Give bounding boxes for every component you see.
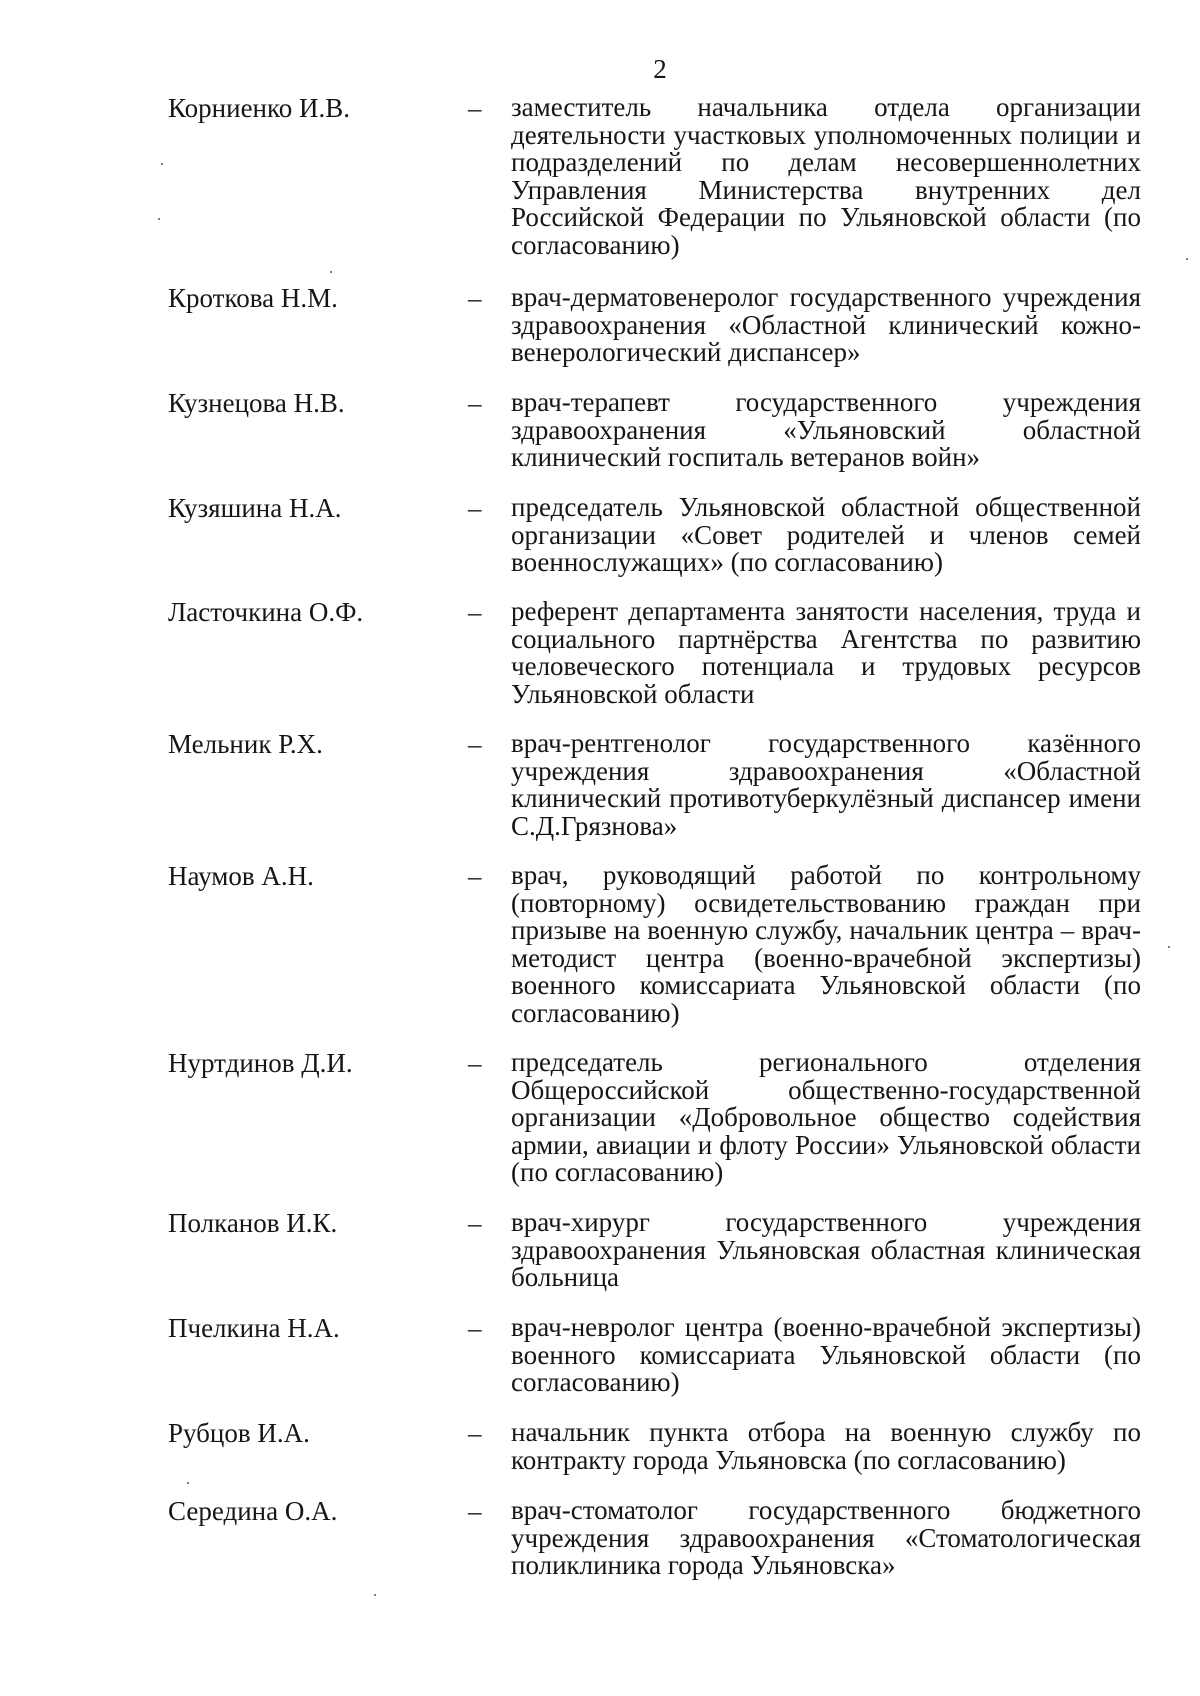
dash-separator: – xyxy=(468,283,482,313)
scan-speck xyxy=(161,163,163,165)
dash-separator: – xyxy=(468,1313,482,1343)
member-name: Корниенко И.В. xyxy=(168,93,350,123)
member-description: врач-невролог центра (военно-врачебной экспертизы) военного комиссариата Ульяновской области (по согласованию) xyxy=(511,1312,1141,1398)
scan-speck xyxy=(187,1482,189,1484)
member-name: Кузяшина Н.А. xyxy=(168,493,342,523)
dash-separator: – xyxy=(468,729,482,759)
dash-separator: – xyxy=(468,493,482,523)
dash-separator: – xyxy=(468,1208,482,1238)
member-description: заместитель начальника отдела организации деятельности участковых уполномоченных полиции и подразделений по делам несовершеннолетних Управления Министерства внутренних дел Российской Федерации по Ульяновской области (по согласованию) xyxy=(511,92,1141,260)
scan-speck xyxy=(330,271,332,273)
dash-separator: – xyxy=(468,1496,482,1526)
dash-separator: – xyxy=(468,1418,482,1448)
dash-separator: – xyxy=(468,388,482,418)
member-description: врач-дерматовенеролог государственного учреждения здравоохранения «Областной клинический кожно-венерологический диспансер» xyxy=(511,282,1141,368)
member-name: Кроткова Н.М. xyxy=(168,283,338,313)
member-description: врач-стоматолог государственного бюджетного учреждения здравоохранения «Стоматологическая поликлиника города Ульяновска» xyxy=(511,1495,1141,1581)
member-description: врач-хирург государственного учреждения здравоохранения Ульяновская областная клиническая больница xyxy=(511,1207,1141,1293)
member-name: Середина О.А. xyxy=(168,1496,338,1526)
member-name: Кузнецова Н.В. xyxy=(168,388,345,418)
member-description: председатель Ульяновской областной общественной организации «Совет родителей и членов семей военнослужащих» (по согласованию) xyxy=(511,492,1141,578)
page-number: 2 xyxy=(653,54,667,84)
member-name: Пчелкина Н.А. xyxy=(168,1313,340,1343)
member-description: врач-терапевт государственного учреждения здравоохранения «Ульяновский областной клинический госпиталь ветеранов войн» xyxy=(511,387,1141,473)
member-name: Мельник Р.Х. xyxy=(168,729,323,759)
member-name: Ласточкина О.Ф. xyxy=(168,597,364,627)
member-description: врач, руководящий работой по контрольному (повторному) освидетельствованию граждан при призыве на военную службу, начальник центра – врач-методист центра (военно-врачебной экспертизы) военного комиссариата Ульяновской области (по согласованию) xyxy=(511,860,1141,1028)
member-name: Нуртдинов Д.И. xyxy=(168,1048,353,1078)
scan-speck xyxy=(1168,946,1170,948)
member-description: врач-рентгенолог государственного казённого учреждения здравоохранения «Областной клинический противотуберкулёзный диспансер имени С.Д.Грязнова» xyxy=(511,728,1141,841)
member-name: Рубцов И.А. xyxy=(168,1418,310,1448)
member-description: референт департамента занятости населения, труда и социального партнёрства Агентства по развитию человеческого потенциала и трудовых ресурсов Ульяновской области xyxy=(511,596,1141,709)
scan-speck xyxy=(158,218,160,220)
scan-speck xyxy=(374,1594,376,1596)
member-description: начальник пункта отбора на военную службу по контракту города Ульяновска (по согласованию) xyxy=(511,1417,1141,1475)
dash-separator: – xyxy=(468,1048,482,1078)
dash-separator: – xyxy=(468,597,482,627)
dash-separator: – xyxy=(468,93,482,123)
scan-speck xyxy=(1186,258,1188,260)
member-name: Наумов А.Н. xyxy=(168,861,314,891)
member-description: председатель регионального отделения Общероссийской общественно-государственной организации «Добровольное общество содействия армии, авиации и флоту России» Ульяновской области (по согласованию) xyxy=(511,1047,1141,1188)
dash-separator: – xyxy=(468,861,482,891)
member-name: Полканов И.К. xyxy=(168,1208,338,1238)
